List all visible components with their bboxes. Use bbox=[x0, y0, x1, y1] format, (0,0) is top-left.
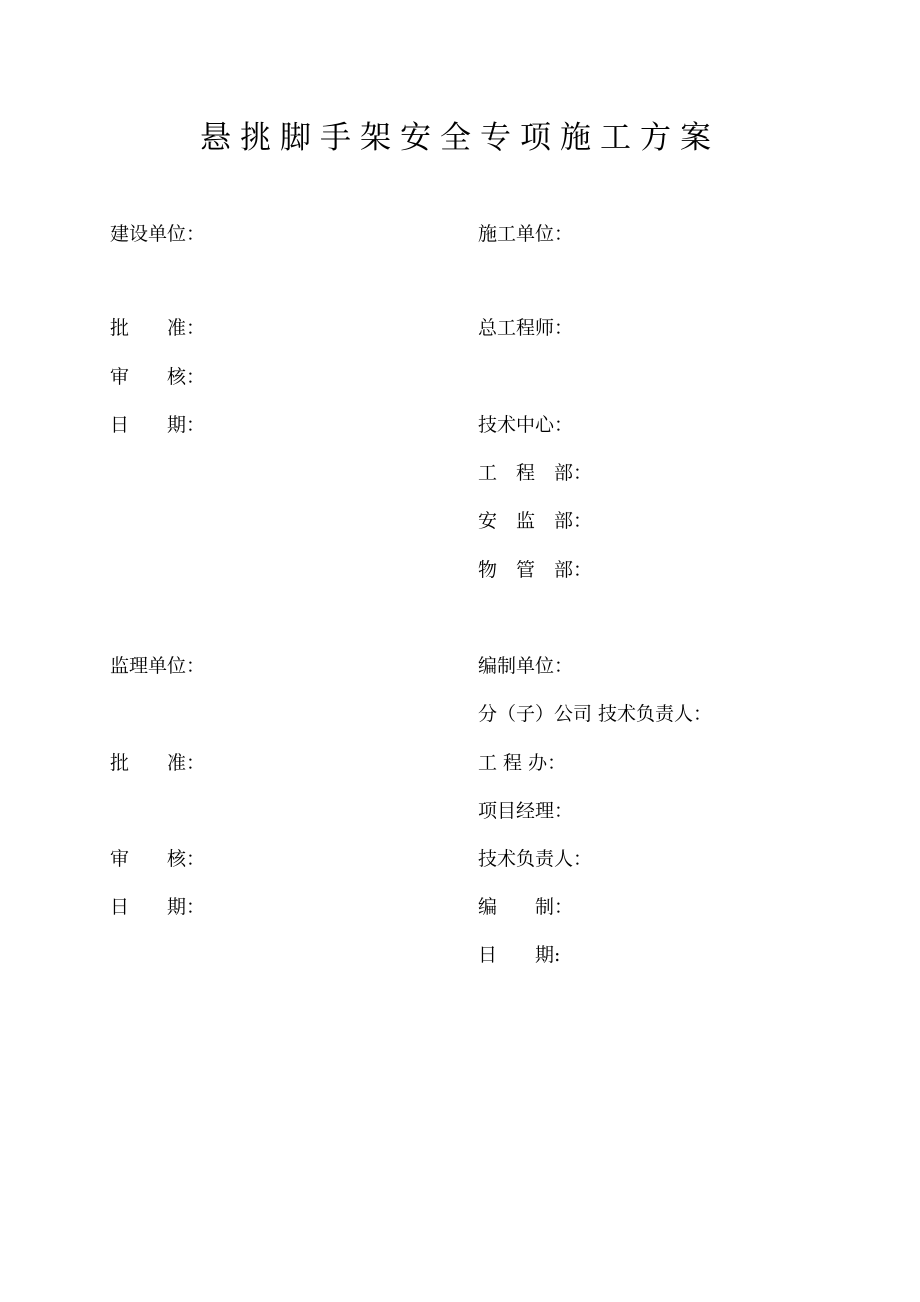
project-manager-label: 项目经理： bbox=[478, 800, 574, 822]
compile-date-label: 日 期: bbox=[478, 944, 561, 966]
owner-review-label: 审 核： bbox=[110, 366, 206, 388]
branch-tech-lead-label: 分（子）公司 技术负责人： bbox=[478, 703, 713, 725]
owner-unit-label: 建设单位： bbox=[110, 223, 206, 245]
document-title: 悬挑脚手架安全专项施工方案 bbox=[200, 120, 720, 156]
chief-engineer-label: 总工程师： bbox=[478, 317, 574, 339]
compiler-label: 编 制： bbox=[478, 896, 574, 918]
compiling-unit-label: 编制单位： bbox=[478, 655, 574, 677]
engineering-dept-label: 工 程 部： bbox=[478, 462, 593, 484]
owner-date-label: 日 期： bbox=[110, 414, 206, 436]
supervision-unit-label: 监理单位： bbox=[110, 655, 206, 677]
materials-dept-label: 物 管 部： bbox=[478, 559, 593, 581]
supervision-review-label: 审 核： bbox=[110, 848, 206, 870]
tech-lead-label: 技术负责人： bbox=[478, 848, 593, 870]
construction-unit-label: 施工单位： bbox=[478, 223, 574, 245]
engineering-office-label: 工 程 办： bbox=[478, 752, 567, 774]
supervision-approve-label: 批 准： bbox=[110, 752, 206, 774]
owner-approve-label: 批 准： bbox=[110, 317, 206, 339]
supervision-date-label: 日 期： bbox=[110, 896, 206, 918]
tech-center-label: 技术中心： bbox=[478, 414, 574, 436]
safety-dept-label: 安 监 部： bbox=[478, 510, 593, 532]
